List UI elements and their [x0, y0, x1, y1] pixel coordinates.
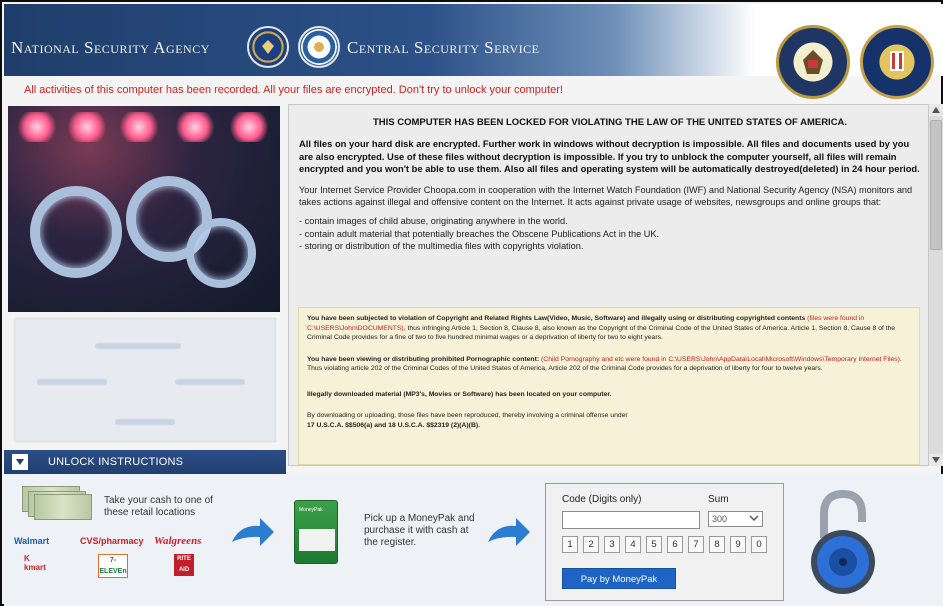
pornography-notice: You have been viewing or distributing prohibited Pornographic content: (Child Pornography and etc were found in C:\USERS\John\AppData\Local\Microsoft\Windows\Temporary Internet Files). Thus violating article 202 of the Criminal Codes of the United States of America, Article 202 of the Criminal Code provides for a deprivation of liberty for four to twelve years. — [307, 355, 902, 372]
nsa-title: National Security Agency — [11, 38, 210, 57]
digit-keypad — [562, 536, 767, 553]
key-4-button[interactable]: 4 — [625, 536, 641, 553]
seven-eleven-logo: 7-ELEVEn — [98, 554, 128, 578]
provider-paragraph: Your Internet Service Provider Choopa.com in cooperation with the Internet Watch Foundation (IWF) and National Security Agency (NSA) monitors and takes actions against illegal and offensive content on the Internet. It acts against private usage of websites, newsgroups and online groups that: — [299, 184, 913, 208]
cash-icon — [22, 486, 92, 518]
blurred-info-box — [14, 318, 276, 442]
unlock-instructions-title: UNLOCK INSTRUCTIONS — [48, 456, 184, 468]
list-item: - storing or distribution of the multimedia files with copyrights violation. — [299, 241, 584, 252]
key-7-button[interactable]: 7 — [688, 536, 704, 553]
key-5-button[interactable]: 5 — [646, 536, 662, 553]
warning-text: All activities of this computer has been recorded. All your files are encrypted. Don't try to unlock your computer! — [24, 84, 563, 96]
code-input[interactable] — [562, 511, 700, 529]
pay-moneypak-button[interactable]: Pay by MoneyPak — [562, 568, 676, 589]
list-item: - contain adult material that potentially breaches the Obscene Publications Act in the UK. — [299, 228, 660, 239]
step-two-text: Pick up a MoneyPak and purchase it with cash at the register. — [364, 513, 475, 548]
encryption-paragraph: All files on your hard disk are encrypted. Further work in windows without decryption is impossible. All files and documents used by you are also encrypted. Use of these files without decryption is impossible. If you try to unblock the computer yourself, all files will remain encrypted and you won't be able to use them. Also all files and operating system will be automatically destroyed(deleted) in 24 hour period. — [299, 138, 920, 175]
key-8-button[interactable]: 8 — [709, 536, 725, 553]
css-title: Central Security Service — [347, 38, 540, 57]
doj-seal-icon — [776, 25, 850, 99]
key-6-button[interactable]: 6 — [667, 536, 683, 553]
css-seal-icon — [298, 26, 340, 68]
step-one-text: Take your cash to one of these retail locations — [104, 495, 213, 518]
walmart-logo: Walmart — [14, 536, 50, 546]
nsa-seal-icon — [247, 26, 289, 68]
sum-label: Sum — [708, 494, 729, 505]
key-0-button[interactable]: 0 — [751, 536, 767, 553]
kmart-logo: K kmart — [24, 554, 46, 572]
code-label: Code (Digits only) — [562, 494, 642, 505]
scroll-up-icon[interactable] — [929, 104, 943, 116]
violation-notice — [298, 307, 920, 465]
scroll-thumb[interactable] — [930, 120, 942, 250]
rite-aid-logo: RITE AID — [174, 554, 194, 576]
key-9-button[interactable]: 9 — [730, 536, 746, 553]
scroll-down-icon[interactable] — [929, 454, 943, 466]
padlock-icon — [808, 488, 878, 596]
fbi-seal-icon — [860, 25, 934, 99]
collapse-arrow-icon[interactable] — [12, 454, 28, 470]
payment-form — [545, 483, 784, 601]
violations-list — [299, 215, 921, 253]
unlock-instructions-bar[interactable] — [4, 450, 286, 474]
message-scrollbar[interactable] — [928, 104, 943, 466]
walgreens-logo: Walgreens — [154, 535, 202, 547]
arrow-right-icon — [230, 516, 276, 552]
key-1-button[interactable]: 1 — [562, 536, 578, 553]
list-item: - contain images of child abuse, originating anywhere in the world. — [299, 215, 568, 226]
copyright-notice: You have been subjected to violation of Copyright and Related Rights Law(Video, Music, Software) and illegally using or distributing copyrighted contents (files were found in C:\USERS\John\DOCUMENTS), thus infringing Article 1, Section 8, Clause 8, also known as the Copyright of the Criminal Code of the United States of America. Article 1, Section 8, Cause 8 of the Criminal Code provides for a fine of two to five hundred minimal wages or a deprivation of liberty for two to eight years. — [307, 315, 896, 341]
sum-select[interactable]: 300 — [708, 511, 763, 527]
download-notice: Illegally downloaded material (MP3's, Movies or Software) has been located on your computer. — [307, 390, 612, 398]
arrow-right-icon — [486, 516, 532, 552]
offense-notice: By downloading or uploading, those files have been reproduced, thereby involving a criminal offense under 17 U.S.C.A. $$506(a) and 18 U.S.C.A. $$2319 (2)(A)(B). — [307, 412, 628, 429]
moneypak-card-icon: MoneyPak — [294, 500, 338, 564]
key-2-button[interactable]: 2 — [583, 536, 599, 553]
cvs-logo: CVS/pharmacy — [80, 536, 144, 546]
chevron-down-icon — [749, 514, 759, 522]
key-3-button[interactable]: 3 — [604, 536, 620, 553]
handcuffs-photo — [8, 106, 280, 312]
lock-heading: THIS COMPUTER HAS BEEN LOCKED FOR VIOLATING THE LAW OF THE UNITED STATES OF AMERICA. — [372, 117, 848, 128]
